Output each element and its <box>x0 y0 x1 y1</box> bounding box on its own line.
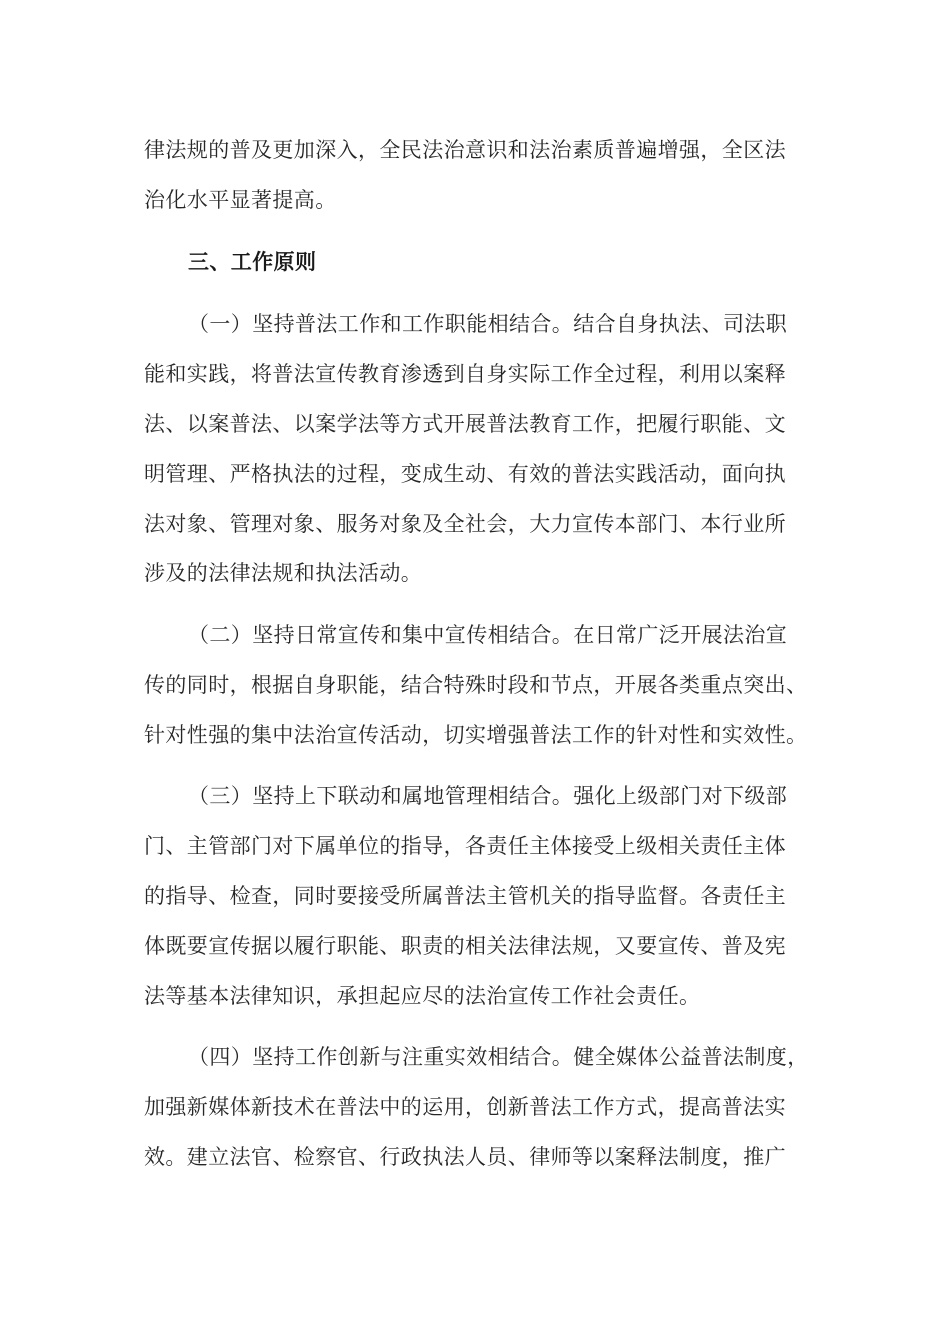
paragraph-line: 涉及的法律法规和执法活动。 <box>144 561 423 585</box>
paragraph-line: 门、主管部门对下属单位的指导，各责任主体接受上级相关责任主体 <box>144 834 786 858</box>
paragraph-line: （四）坚持工作创新与注重实效相结合。健全媒体公益普法制度， <box>188 1045 809 1069</box>
paragraph-line: 法等基本法律知识，承担起应尽的法治宣传工作社会责任。 <box>144 984 701 1008</box>
paragraph-line: 传的同时，根据自身职能，结合特殊时段和节点，开展各类重点突出、 <box>144 673 808 697</box>
paragraph-line: 法、以案普法、以案学法等方式开展普法教育工作，把履行职能、文 <box>144 412 786 436</box>
paragraph-line: 加强新媒体新技术在普法中的运用，创新普法工作方式，提高普法实 <box>144 1095 786 1119</box>
paragraph-line: （三）坚持上下联动和属地管理相结合。强化上级部门对下级部 <box>188 784 788 808</box>
paragraph-line: （一）坚持普法工作和工作职能相结合。结合自身执法、司法职 <box>188 312 788 336</box>
paragraph-line: 体既要宣传据以履行职能、职责的相关法律法规，又要宣传、普及宪 <box>144 934 786 958</box>
paragraph-line: 法对象、管理对象、服务对象及全社会，大力宣传本部门、本行业所 <box>144 512 786 536</box>
paragraph-line: 明管理、严格执法的过程，变成生动、有效的普法实践活动，面向执 <box>144 462 786 486</box>
paragraph-line: 效。建立法官、检察官、行政执法人员、律师等以案释法制度，推广 <box>144 1145 786 1169</box>
paragraph-line: 的指导、检查，同时要接受所属普法主管机关的指导监督。各责任主 <box>144 884 786 908</box>
text-line: 律法规的普及更加深入，全民法治意识和法治素质普遍增强，全区法 <box>144 138 786 162</box>
section-heading: 三、工作原则 <box>188 250 317 274</box>
paragraph-line: 能和实践，将普法宣传教育渗透到自身实际工作全过程，利用以案释 <box>144 362 786 386</box>
paragraph-line: 针对性强的集中法治宣传活动，切实增强普法工作的针对性和实效性。 <box>144 723 808 747</box>
text-line: 治化水平显著提高。 <box>144 188 337 212</box>
paragraph-line: （二）坚持日常宣传和集中宣传相结合。在日常广泛开展法治宣 <box>188 623 788 647</box>
